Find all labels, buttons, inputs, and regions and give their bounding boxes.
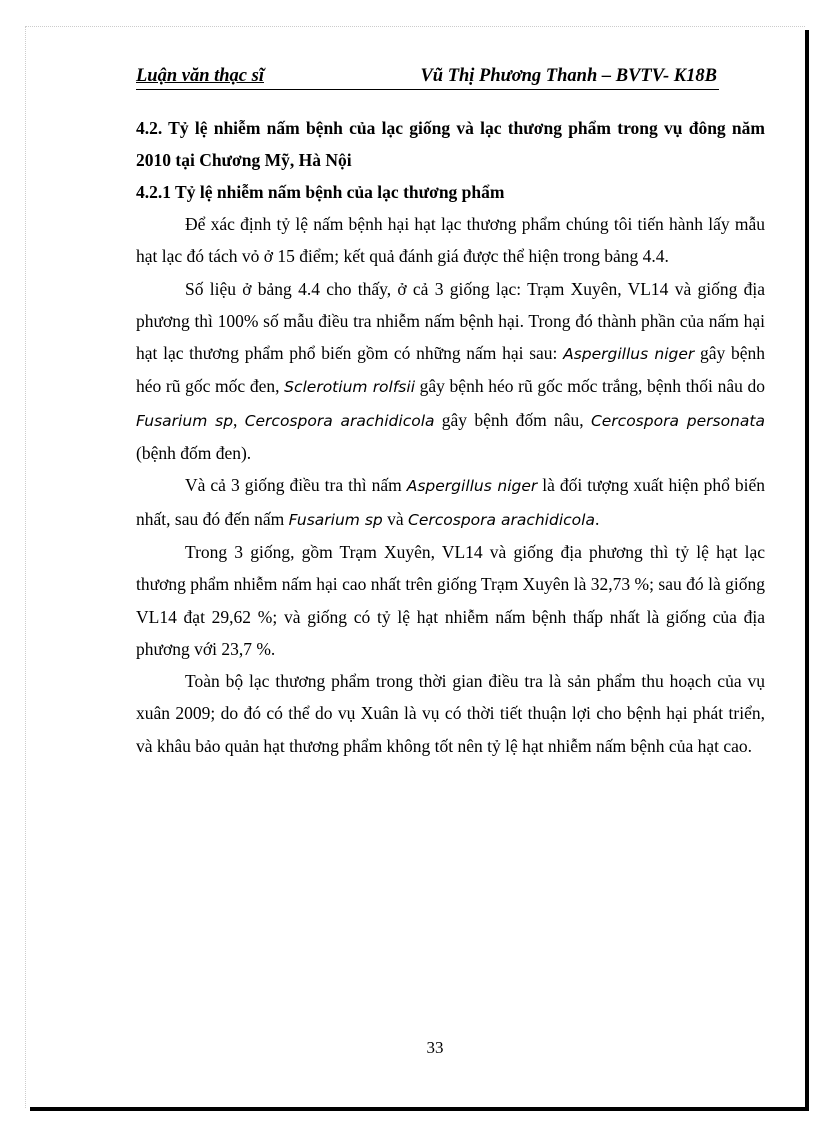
text-run: gây bệnh héo rũ gốc mốc đen, [136,343,765,397]
header-left: Luận văn thạc sĩ [136,66,264,86]
subsection-heading: 4.2.1 Tỷ lệ nhiễm nấm bệnh của lạc thương phẩm [136,182,505,202]
species-name: Aspergillus niger [563,345,695,364]
species-name: Fusarium sp [136,411,234,430]
paragraph-2 [136,273,765,470]
text-run: (bệnh đốm đen). [136,443,252,464]
text-run: gây bệnh đốm nâu, [434,409,591,430]
species-name: Aspergillus niger [406,477,538,496]
page-border-left [25,26,26,1108]
species-name: Cercospora arachidicola [408,510,595,529]
text-run: là đối tượng xuất hiện phổ biến nhất, sau đó đến nấm [136,475,765,529]
species-name: Fusarium sp [288,510,383,529]
text-run: Và cả 3 giống điều tra thì nấm [185,475,407,496]
species-name: Cercospora personata [590,411,765,430]
text-run: gây bệnh héo rũ gốc mốc trắng, bệnh thối nâu do [415,376,765,397]
paragraph-3 [136,469,765,536]
text-run: , [233,409,245,430]
text-run: . [594,508,600,529]
header-right: Vũ Thị Phương Thanh – BVTV- K18B [420,66,717,86]
species-name: Sclerotium rolfsii [284,378,415,397]
text-run: và [382,508,409,529]
section-heading: 4.2. Tỷ lệ nhiễm nấm bệnh của lạc giống và lạc thương phẩm trong vụ đông năm 2010 tại Chương Mỹ, Hà Nội [136,118,765,170]
page-content [136,112,765,762]
paragraph-4: Trong 3 giống, gồm Trạm Xuyên, VL14 và giống địa phương thì tỷ lệ hạt lạc thương phẩm nhiễm nấm hại cao nhất trên giống Trạm Xuyên là 32,73 %; sau đó là giống VL14 đạt 29,62 %; và giống có tỷ lệ hạt nhiễm nấm bệnh thấp nhất là giống của địa phương với 23,7 %. [136,541,765,659]
running-header [136,66,719,90]
species-name: Cercospora arachidicola [244,411,435,430]
paragraph-1: Để xác định tỷ lệ nấm bệnh hại hạt lạc thương phẩm chúng tôi tiến hành lấy mẫu hạt lạc đó tách vỏ ở 15 điểm; kết quả đánh giá được thể hiện trong bảng 4.4. [136,214,765,267]
page-number: 33 [426,1038,444,1057]
page-border-right [805,30,809,1110]
text-run: Số liệu ở bảng 4.4 cho thấy, ở cả 3 giống lạc: Trạm Xuyên, VL14 và giống địa phương thì 100% số mẫu điều tra nhiễm nấm bệnh hại. Trong đó thành phần của nấm hại hạt lạc thương phẩm phổ biến gồm có những nấm hại sau: [136,278,765,364]
page-border-top [25,26,805,27]
page-border-bottom [30,1107,809,1111]
paragraph-5: Toàn bộ lạc thương phẩm trong thời gian điều tra là sản phẩm thu hoạch của vụ xuân 2009; do đó có thể do vụ Xuân là vụ có thời tiết thuận lợi cho bệnh hại phát triển, và khâu bảo quản hạt thương phẩm không tốt nên tỷ lệ hạt nhiễm nấm bệnh của hạt cao. [136,671,765,756]
